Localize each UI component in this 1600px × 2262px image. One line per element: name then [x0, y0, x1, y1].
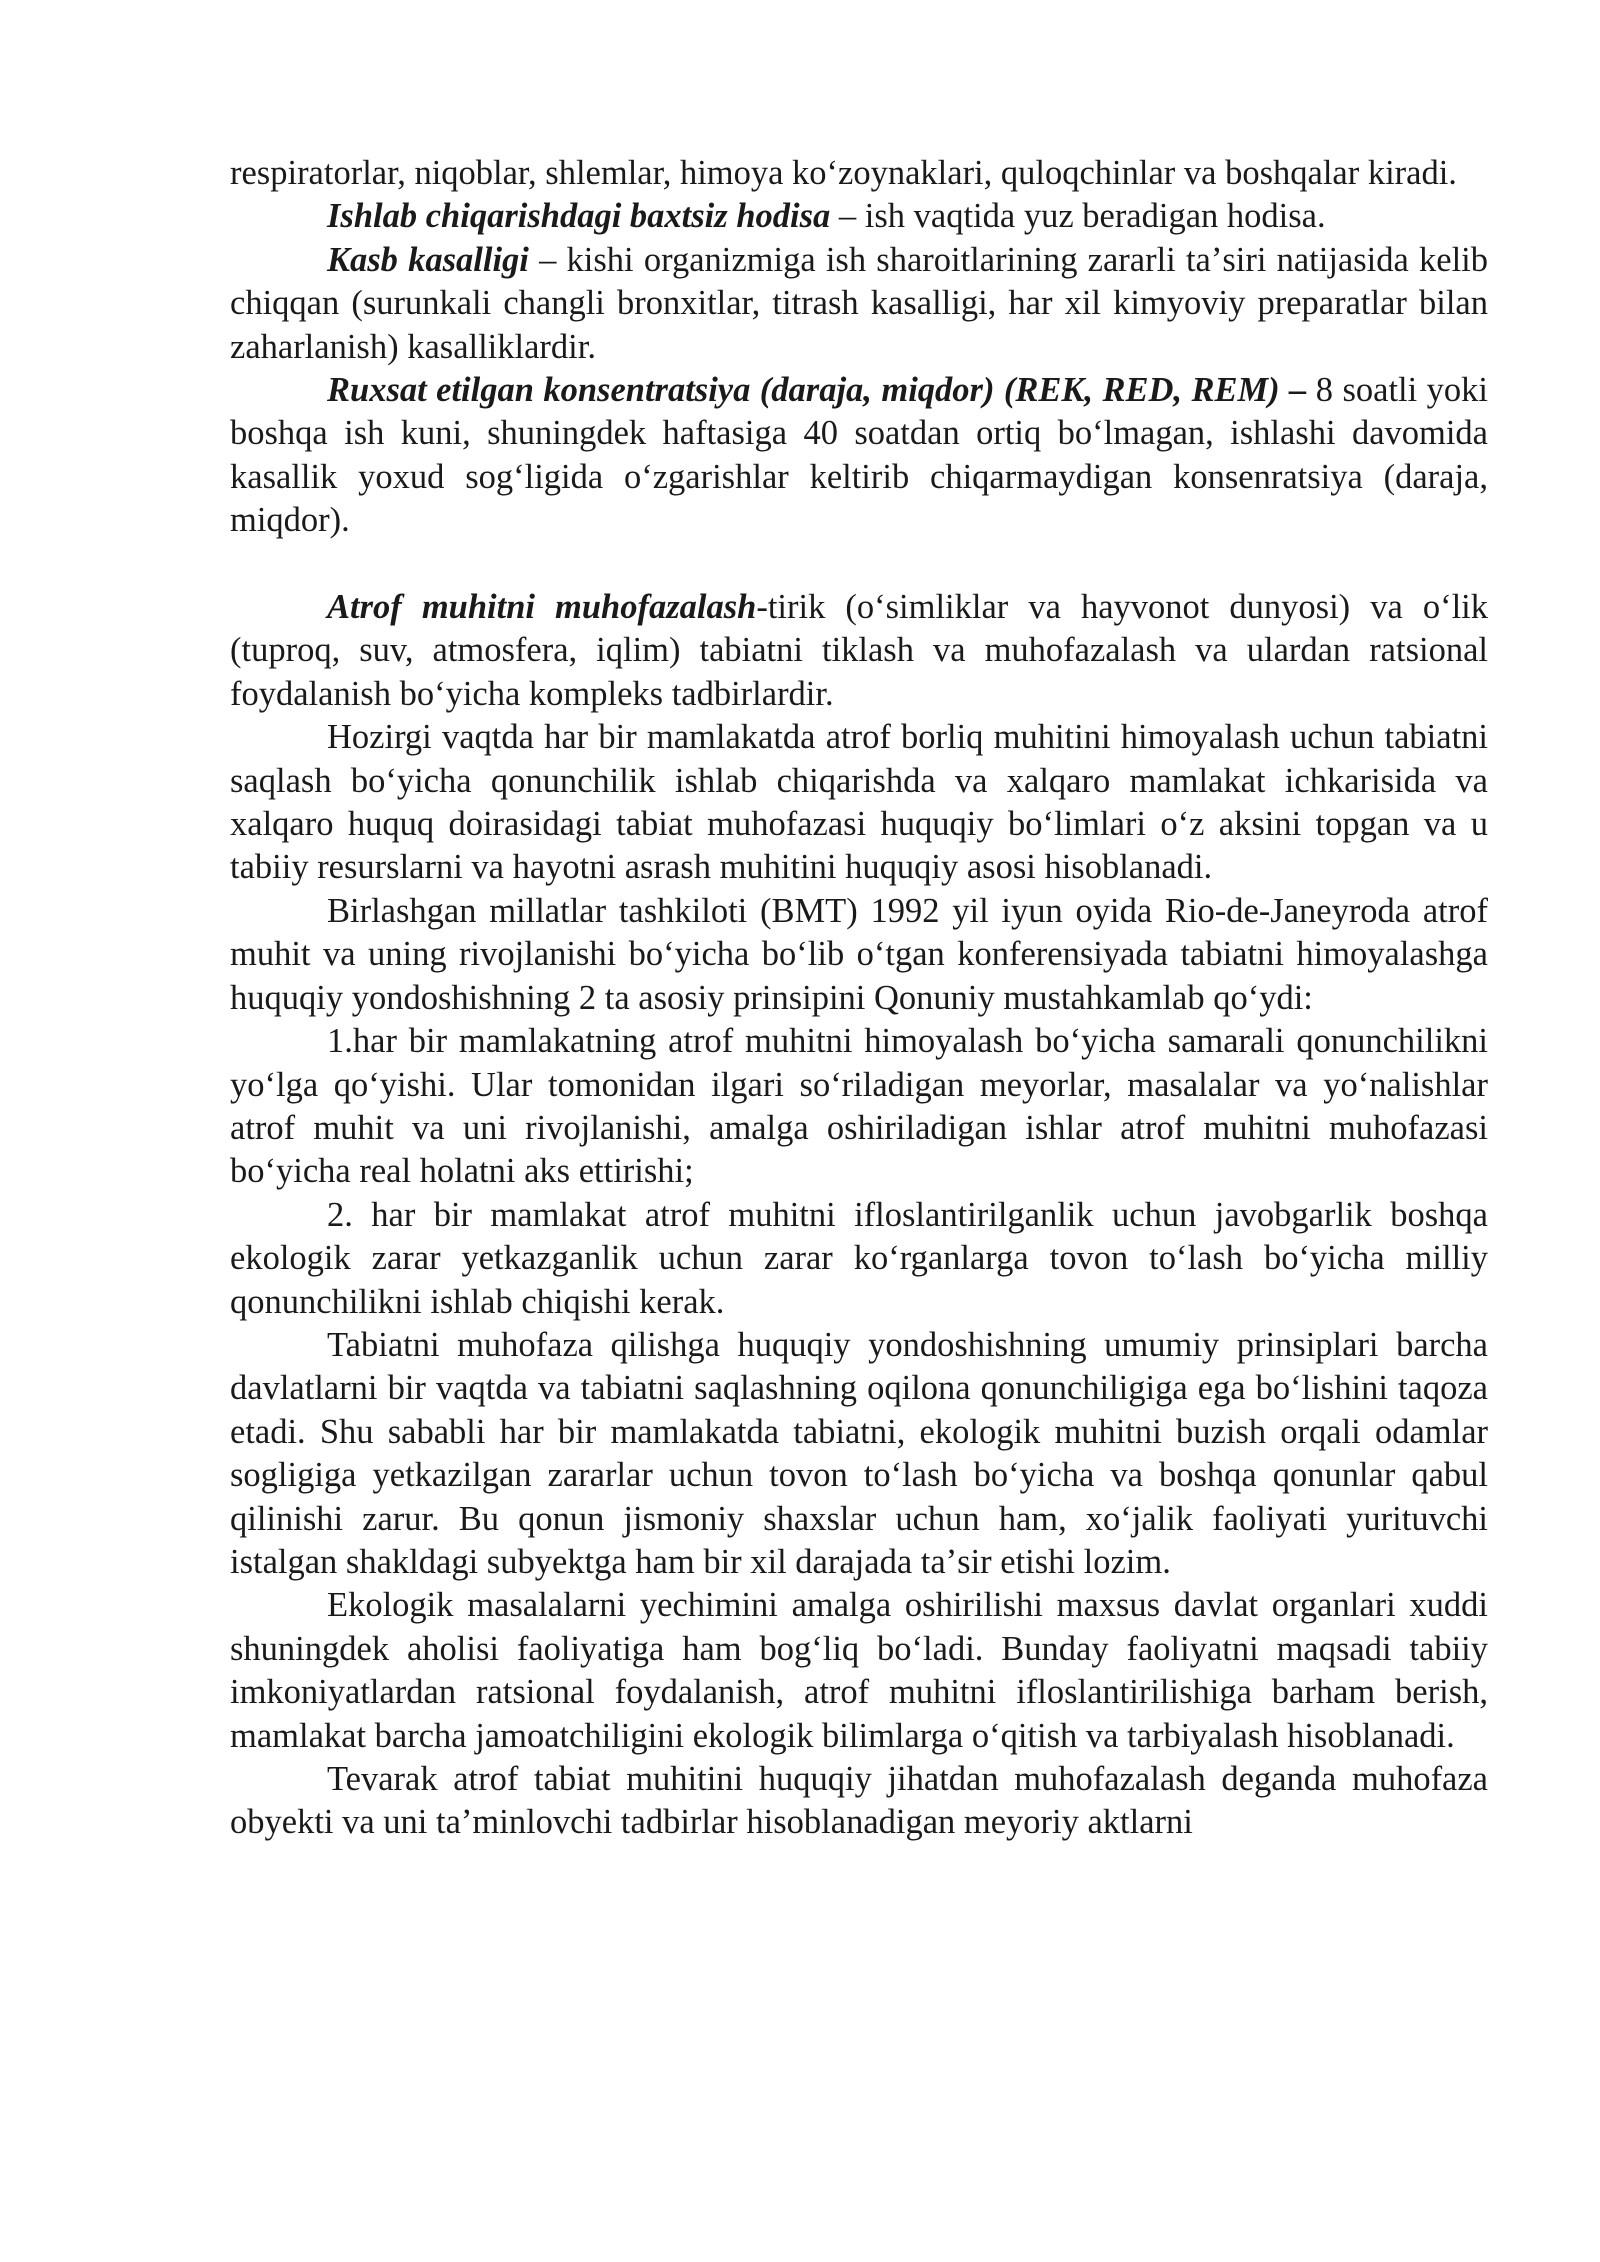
- document-page: [230, 152, 1488, 1845]
- paragraph-text: Birlashgan millatlar tashkiloti (BMT) 1992 yil iyun oyida Rio-de-Janeyroda atrof muhit va uning rivojlanishi boʻyicha boʻlib oʻtgan konferensiyada tabiatni himoyalashga huquqiy yondoshishning 2 ta asosiy prinsipini Qonuniy mustahkamlab qoʻydi:: [230, 891, 1488, 1017]
- paragraph-text: Tevarak atrof tabiat muhitini huquqiy jihatdan muhofazalash deganda muhofaza obyekti va uni taʼminlovchi tadbirlar hisoblanadigan meyoriy aktlarni: [230, 1760, 1488, 1842]
- definition-text: – kishi organizmiga ish sharoitlarining zararli taʼsiri natijasida kelib chiqqan (surunkali changli bronxitlar, titrash kasalligi, har xil kimyoviy preparatlar bilan zaharlanish) kasalliklardir.: [230, 240, 1488, 366]
- paragraph-legal-protection: [230, 1758, 1488, 1845]
- definition-environment-protection: [230, 586, 1488, 716]
- definition-text: 8 soatli yoki boshqa ish kuni, shuningdek haftasiga 40 soatdan ortiq boʻlmagan, ishlashi davomida kasallik yoxud sogʻligida oʻzgarishlar keltirib chiqarmaydigan konsenratsiya (daraja, miqdor).: [230, 371, 1488, 540]
- paragraph-text: respiratorlar, niqoblar, shlemlar, himoya koʻzoynaklari, quloqchinlar va boshqalar kiradi.: [230, 154, 1457, 192]
- paragraph-text: Ekologik masalalarni yechimini amalga oshirilishi maxsus davlat organlari xuddi shuningdek aholisi faoliyatiga ham bogʻliq boʻladi. Bunday faoliyatni maqsadi tabiiy imkoniyatlardan ratsional foydalanish, atrof muhitni ifloslantirilishiga barham berish, mamlakat barcha jamoatchiligini ekologik bilimlarga oʻqitish va tarbiyalash hisoblanadi.: [230, 1586, 1488, 1755]
- definition-permitted-concentration: [230, 369, 1488, 543]
- list-item-principle-2: [230, 1194, 1488, 1324]
- definition-text: -tirik (oʻsimliklar va hayvonot dunyosi) va oʻlik (tuproq, suv, atmosfera, iqlim) tabiatni tiklash va muhofazalash va ulardan ratsional foydalanish boʻyicha kompleks tadbirlardir.: [230, 588, 1488, 713]
- paragraph-text: Hozirgi vaqtda har bir mamlakatda atrof borliq muhitini himoyalash uchun tabiatni saqlash boʻyicha qonunchilik ishlab chiqarishda va xalqaro mamlakat ichkarisida va xalqaro huquq doirasidagi tabiat muhofazasi huquqiy boʻlimlari oʻz aksini topgan va u tabiiy resurslarni va hayotni asrash muhitini huquqiy asosi hisoblanadi.: [230, 718, 1488, 887]
- paragraph-ppe-continuation: [230, 152, 1488, 195]
- list-item-text: 2. har bir mamlakat atrof muhitni ifloslantirilganlik uchun javobgarlik boshqa ekologik zarar yetkazganlik uchun zarar koʻrganlarga tovon toʻlash boʻyicha milliy qonunchilikni ishlab chiqishi kerak.: [230, 1195, 1488, 1321]
- definition-text: – ish vaqtida yuz beradigan hodisa.: [830, 197, 1326, 236]
- paragraph-ecological-issues: [230, 1584, 1488, 1758]
- definition-occupational-disease: [230, 239, 1488, 369]
- definition-workplace-accident: [230, 195, 1488, 238]
- paragraph-legislation: [230, 716, 1488, 890]
- list-item-text: 1.har bir mamlakatning atrof muhitni himoyalash boʻyicha samarali qonunchilikni yoʻlga qoʻyishi. Ular tomonidan ilgari soʻriladigan meyorlar, masalalar va yoʻnalishlar atrof muhit va uni rivojlanishi, amalga oshiriladigan ishlar atrof muhitni muhofazasi boʻyicha real holatni aks ettirishi;: [230, 1022, 1488, 1191]
- list-item-principle-1: [230, 1020, 1488, 1194]
- term-label: Ruxsat etilgan konsentratsiya (daraja, miqdor) (REK, RED, REM) –: [327, 371, 1307, 410]
- paragraph-un-conference: [230, 890, 1488, 1020]
- paragraph-gap: [230, 543, 1488, 586]
- paragraph-text: Tabiatni muhofaza qilishga huquqiy yondoshishning umumiy prinsiplari barcha davlatlarni bir vaqtda va tabiatni saqlashning oqilona qonunchiligiga ega boʻlishini taqoza etadi. Shu sababli har bir mamlakatda tabiatni, ekologik muhitni buzish orqali odamlar sogligiga yetkazilgan zararlar uchun tovon toʻlash boʻyicha va boshqa qonunlar qabul qilinishi zarur. Bu qonun jismoniy shaxslar uchun ham, xoʻjalik faoliyati yurituvchi istalgan shakldagi subyektga ham bir xil darajada taʼsir etishi lozim.: [230, 1325, 1488, 1581]
- term-label: Ishlab chiqarishdagi baxtsiz hodisa: [327, 197, 831, 236]
- term-label: Kasb kasalligi: [327, 240, 529, 279]
- term-label: Atrof muhitni muhofazalash: [327, 588, 757, 627]
- paragraph-general-principles: [230, 1324, 1488, 1584]
